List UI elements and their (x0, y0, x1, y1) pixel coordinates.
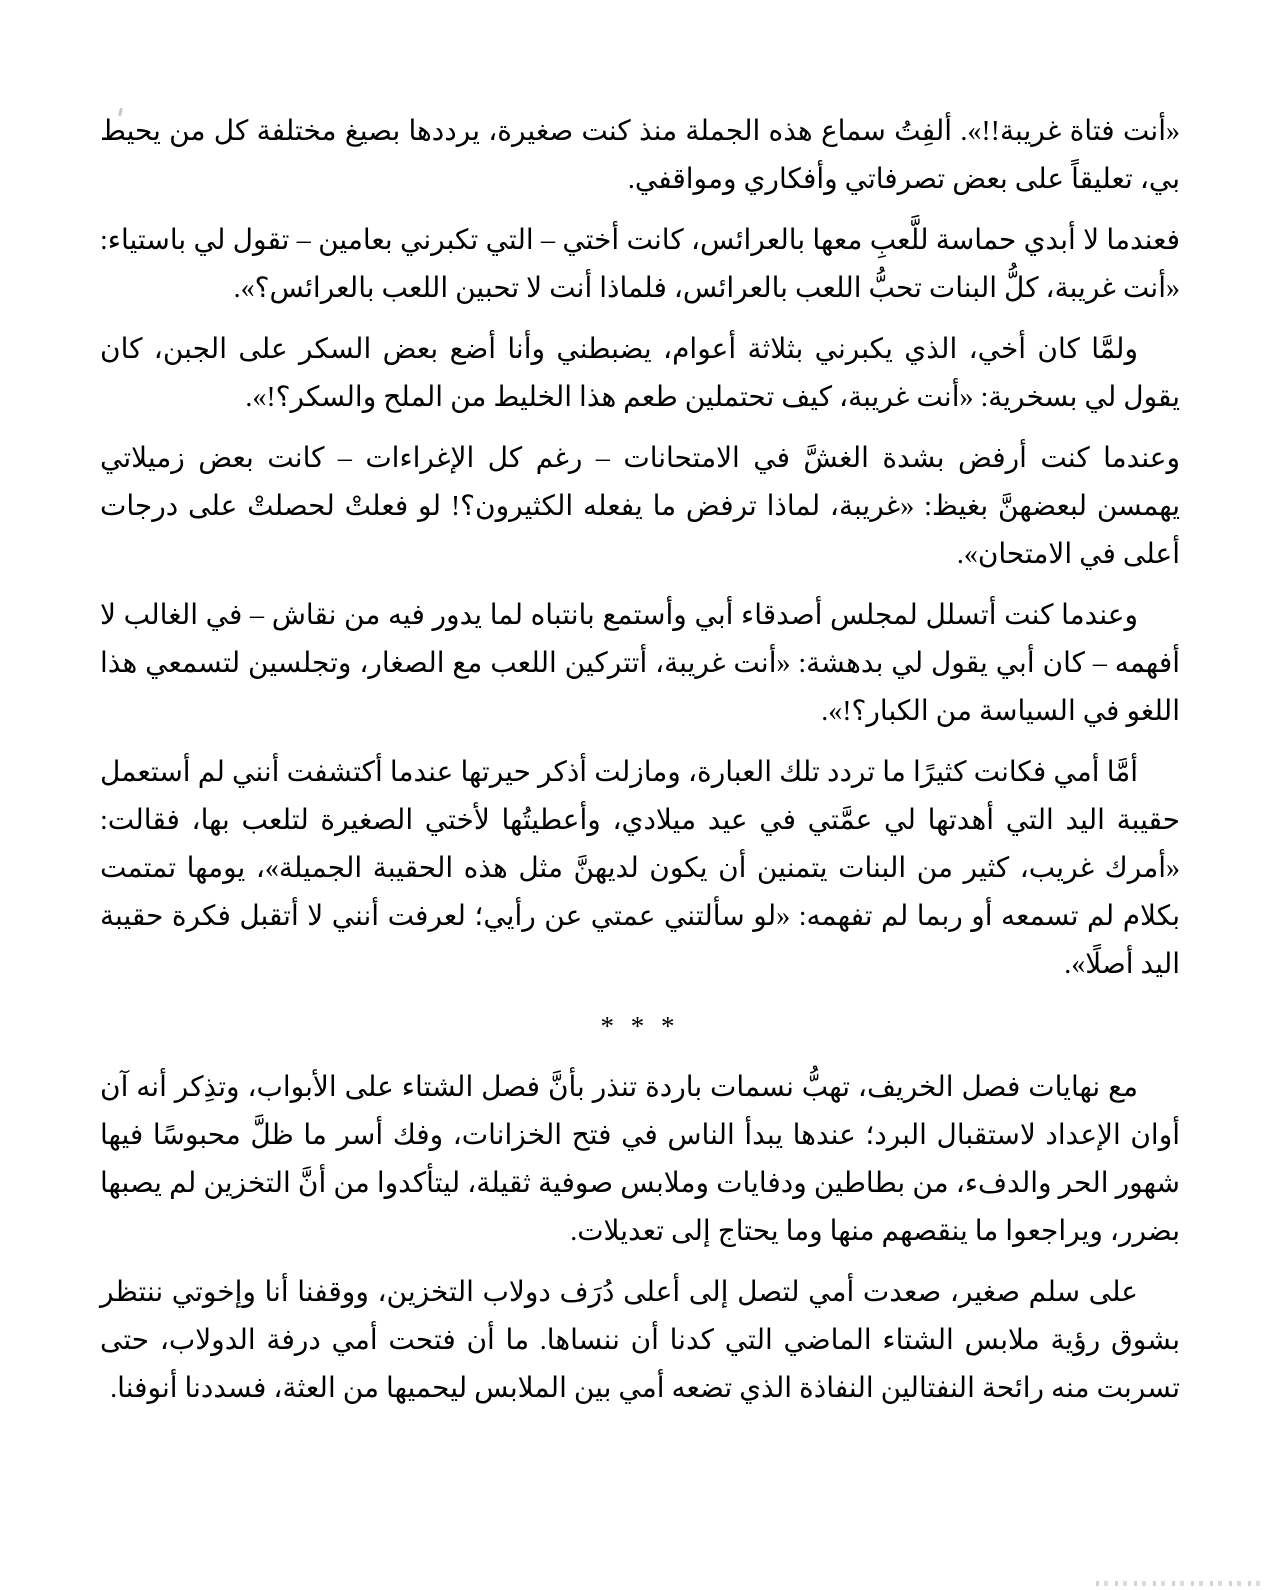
cut-off-text-fragment (1096, 1578, 1264, 1588)
paragraph-2: فعندما لا أبدي حماسة للَّعبِ معها بالعرائس، كانت أختي – التي تكبرني بعامين – تقول لي باستياء: «أنت غريبة، كلُّ البنات تحبُّ اللعب بالعرائس، فلماذا أنت لا تحبين اللعب بالعرائس؟». (100, 225, 1180, 304)
paragraph-6: أمَّا أمي فكانت كثيرًا ما تردد تلك العبارة، ومازلت أذكر حيرتها عندما أكتشفت أنني لم أستعمل حقيبة اليد التي أهدتها لي عمَّتي في عيد ميلادي، وأعطيتُها لأختي الصغيرة لتلعب بها، فقالت: «أمرك غريب، كثير من البنات يتمنين أن يكون لديهنَّ مثل هذه الحقيبة الجميلة»، يومها تمتمت بكلام لم تسمعه أو ربما لم تفهمه: «لو سألتني عمتي عن رأيي؛ لعرفت أنني لا أتقبل فكرة حقيبة اليد أصلًا». (100, 757, 1180, 980)
paragraph-4: وعندما كنت أرفض بشدة الغشَّ في الامتحانات – رغم كل الإغراءات – كانت بعض زميلاتي يهمسن لبعضهنَّ بغيظ: «غريبة، لماذا ترفض ما يفعله الكثيرون؟! لو فعلتْ لحصلتْ على درجات أعلى في الامتحان». (100, 443, 1180, 570)
paragraph-1: «أنت فتاة غريبة!!». ألفِتُ سماع هذه الجملة منذ كنت صغيرة، يرددها بصيغ مختلفة كل من يحيط بي، تعليقاً على بعض تصرفاتي وأفكاري ومواقفي. (100, 116, 1180, 195)
paragraph-5: وعندما كنت أتسلل لمجلس أصدقاء أبي وأستمع بانتباه لما يدور فيه من نقاش – في الغالب لا أفهمه – كان أبي يقول لي بدهشة: «أنت غريبة، أتتركين اللعب مع الصغار، وتجلسين لتسمعي هذا اللغو في السياسة من الكبار؟!». (100, 600, 1180, 727)
section-divider: * * * (600, 1011, 680, 1041)
paragraph-7: مع نهايات فصل الخريف، تهبُّ نسمات باردة تنذر بأنَّ فصل الشتاء على الأبواب، وتذِكر أنه آن أوان الإعداد لاستقبال البرد؛ عندها يبدأ الناس في فتح الخزانات، وفك أسر ما ظلَّ محبوسًا فيها شهور الحر والدفء، من بطاطين ودفايات وملابس صوفية ثقيلة، ليتأكدوا من أنَّ التخزين لم يصبها بضرر، ويراجعوا ما ينقصهم منها وما يحتاج إلى تعديلات. (100, 1072, 1180, 1247)
paragraph-8: على سلم صغير، صعدت أمي لتصل إلى أعلى دُرَف دولاب التخزين، ووقفنا أنا وإخوتي ننتظر بشوق رؤية ملابس الشتاء الماضي التي كدنا أن ننساها. ما أن فتحت أمي درفة الدولاب، حتى تسربت منه رائحة النفتالين النفاذة الذي تضعه أمي بين الملابس ليحميها من العثة، فسددنا أنوفنا. (100, 1277, 1180, 1404)
cut-off-text-glyph-tops (1096, 1581, 1264, 1586)
paragraph-3: ولمَّا كان أخي، الذي يكبرني بثلاثة أعوام، يضبطني وأنا أضع بعض السكر على الجبن، كان يقول لي بسخرية: «أنت غريبة، كيف تحتملين طعم هذا الخليط من الملح والسكر؟!». (100, 334, 1180, 413)
